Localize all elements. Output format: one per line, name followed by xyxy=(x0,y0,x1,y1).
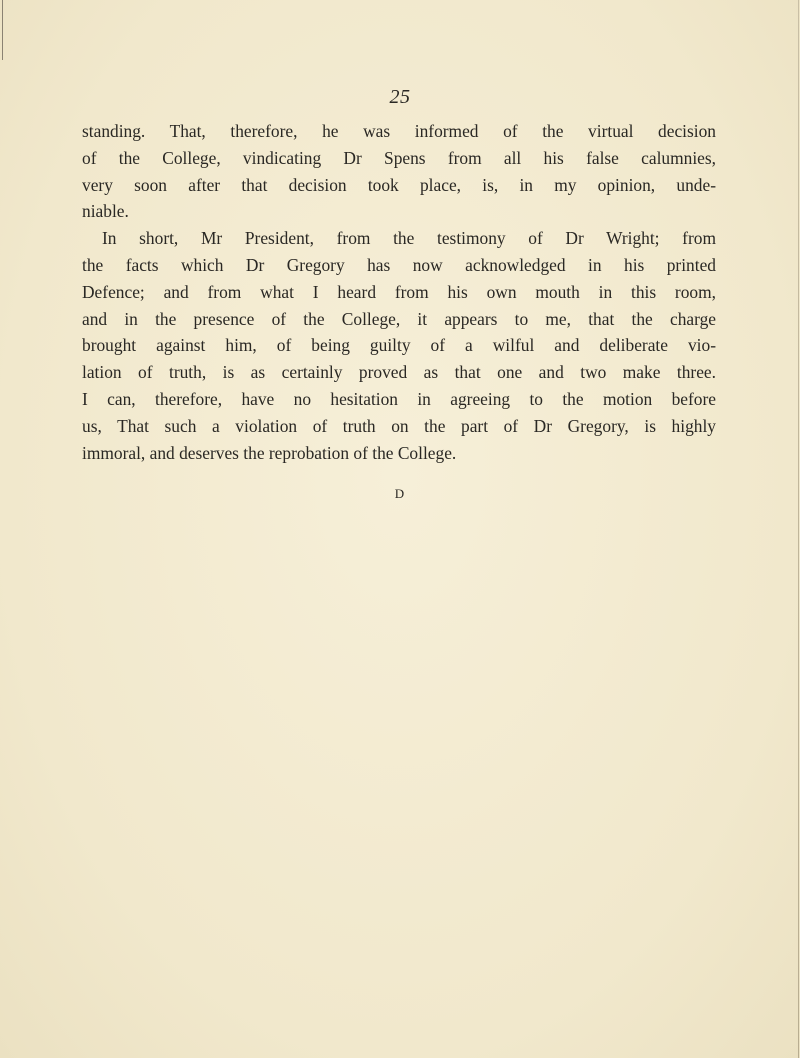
text-line: standing. That, therefore, he was informed of the virtual decision xyxy=(82,121,716,141)
text-line: brought against him, of being guilty of a wilful and deliberate vio- xyxy=(82,335,716,356)
page-edge-shadow xyxy=(2,0,3,60)
text-line: of the College, vindicating Dr Spens from all his false calumnies, xyxy=(82,147,716,168)
text-line: immoral, and deserves the reprobation of the College. xyxy=(82,442,457,463)
text-line: I can, therefore, have no hesitation in agreeing to the motion before xyxy=(82,388,716,409)
body-text xyxy=(82,118,716,466)
text-line: us, That such a violation of truth on the part of Dr Gregory, is highly xyxy=(82,415,716,436)
text-line: lation of truth, is as certainly proved as that one and two make three. xyxy=(82,362,716,383)
text-line: niable. xyxy=(82,201,129,222)
text-line: the facts which Dr Gregory has now acknowledged in his printed xyxy=(82,254,716,275)
page-number: 25 xyxy=(389,86,411,108)
text-line: and in the presence of the College, it appears to me, that the charge xyxy=(82,308,716,329)
text-line: In short, Mr President, from the testimony of Dr Wright; from xyxy=(102,228,716,249)
page-edge-shadow-right xyxy=(798,0,799,1058)
text-line: Defence; and from what I heard from his own mouth in this room, xyxy=(82,281,716,302)
signature-mark: D xyxy=(394,486,406,501)
text-line: very soon after that decision took place, is, in my opinion, unde- xyxy=(82,174,716,195)
